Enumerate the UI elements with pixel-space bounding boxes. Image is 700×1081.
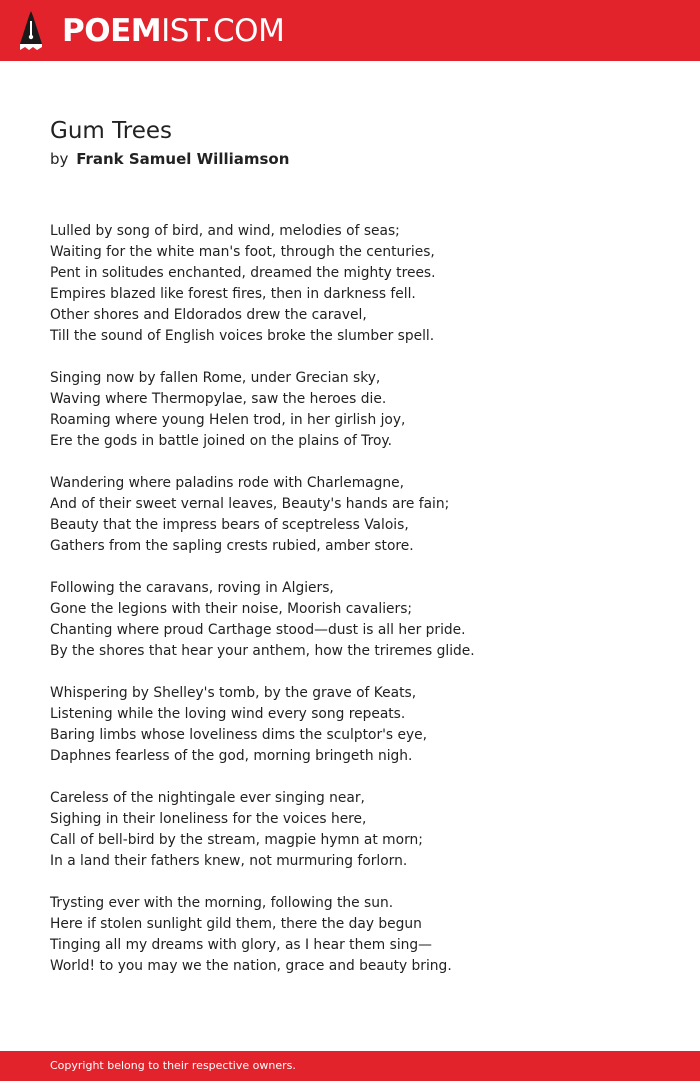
by-label: by [50,150,69,168]
poem-line: Listening while the loving wind every song repeats. [50,706,406,722]
poem-line: Chanting where proud Carthage stood—dust is all her pride. [50,622,466,638]
poem-line: Waiting for the white man's foot, through the centuries, [50,244,435,260]
poem-line: Beauty that the impress bears of sceptreless Valois, [50,517,409,533]
logo-text-bold: POEM [62,13,162,49]
logo-text-light: IST.COM [161,13,285,49]
author-name[interactable]: Frank Samuel Williamson [76,150,290,168]
stanza [50,473,650,557]
poem-line: Gathers from the sapling crests rubied, amber store. [50,538,414,554]
poem-title: Gum Trees [50,118,173,144]
poem-byline [50,147,650,171]
poem-line: Ere the gods in battle joined on the plains of Troy. [50,433,392,449]
poem-line: Other shores and Eldorados drew the caravel, [50,307,367,323]
stanza [50,221,650,347]
site-footer [0,1051,700,1081]
poem-line: And of their sweet vernal leaves, Beauty's hands are fain; [50,496,450,512]
poem-line: Lulled by song of bird, and wind, melodies of seas; [50,223,400,239]
pen-nib-icon [18,10,44,52]
poem-content [50,116,650,998]
poem-line: In a land their fathers knew, not murmuring forlorn. [50,853,408,869]
poem-line: By the shores that hear your anthem, how the triremes glide. [50,643,475,659]
poem-line: Whispering by Shelley's tomb, by the grave of Keats, [50,685,417,701]
site-header [0,0,700,61]
stanza [50,893,650,977]
stanza [50,788,650,872]
poem-line: Roaming where young Helen trod, in her girlish joy, [50,412,406,428]
poem-line: Empires blazed like forest fires, then in darkness fell. [50,286,416,302]
poem-body [50,221,650,977]
poem-line: Call of bell-bird by the stream, magpie hymn at morn; [50,832,423,848]
stanza [50,683,650,767]
poem-line: World! to you may we the nation, grace and beauty bring. [50,958,452,974]
poem-line: Tinging all my dreams with glory, as I hear them sing— [50,937,432,953]
poem-line: Baring limbs whose loveliness dims the sculptor's eye, [50,727,428,743]
poem-line: Till the sound of English voices broke the slumber spell. [50,328,435,344]
poem-line: Sighing in their loneliness for the voices here, [50,811,367,827]
poem-line: Singing now by fallen Rome, under Grecian sky, [50,370,381,386]
poem-line: Following the caravans, roving in Algiers, [50,580,334,596]
poem-line: Wandering where paladins rode with Charlemagne, [50,475,404,491]
poem-line: Waving where Thermopylae, saw the heroes die. [50,391,387,407]
stanza [50,368,650,452]
stanza [50,578,650,662]
logo-wordmark [62,10,284,52]
poem-line: Careless of the nightingale ever singing near, [50,790,365,806]
poem-line: Daphnes fearless of the god, morning bringeth nigh. [50,748,413,764]
poem-line: Gone the legions with their noise, Moorish cavaliers; [50,601,413,617]
poem-line: Here if stolen sunlight gild them, there the day begun [50,916,422,932]
site-logo[interactable] [18,10,284,52]
copyright-notice: Copyright belong to their respective owners. [50,1059,296,1072]
poem-line: Pent in solitudes enchanted, dreamed the mighty trees. [50,265,436,281]
poem-line: Trysting ever with the morning, following the sun. [50,895,394,911]
